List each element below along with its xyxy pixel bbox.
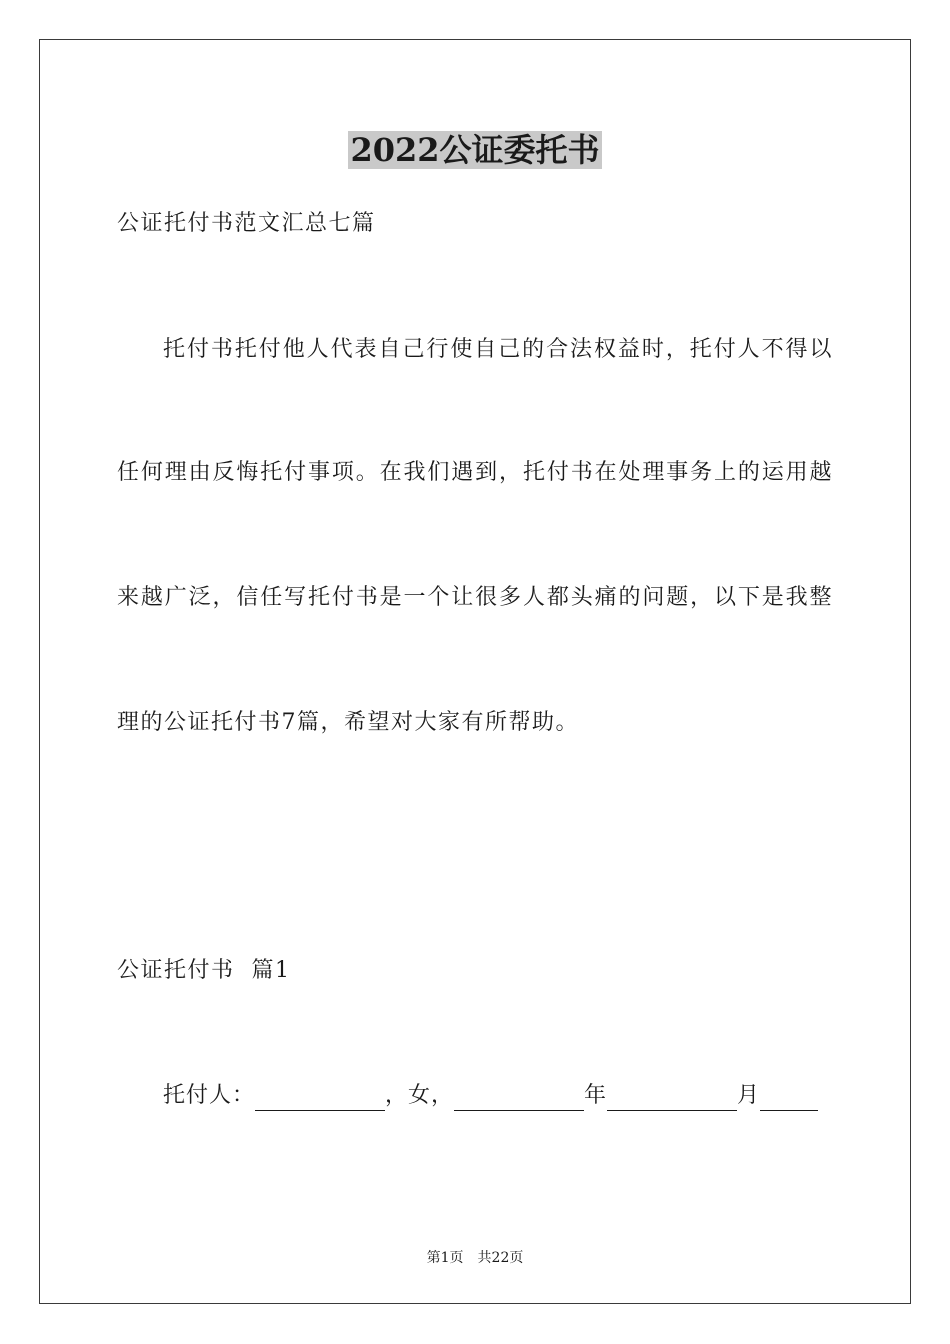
document-title [0, 128, 950, 172]
birth-year-blank [454, 1086, 584, 1111]
section-heading: 公证托付书 篇1 [117, 958, 291, 983]
total-pages: 共22页 [477, 1250, 524, 1266]
birth-month-blank [607, 1086, 737, 1111]
document-title-text: 2022公证委托书 [350, 131, 600, 169]
form-line [163, 1081, 818, 1111]
paragraph-line-1: 托付书托付他人代表自己行使自己的合法权益时，托付人不得以 [163, 337, 833, 362]
month-text: 月 [737, 1083, 761, 1108]
paragraph-line-4: 理的公证托付书7篇，希望对大家有所帮助。 [117, 710, 579, 735]
document-subtitle: 公证托付书范文汇总七篇 [117, 211, 376, 236]
page-number: 第1页 [426, 1250, 464, 1266]
paragraph-line-2: 任何理由反悔托付事项。在我们遇到，托付书在处理事务上的运用越 [117, 460, 833, 485]
principal-label: 托付人： [163, 1083, 256, 1108]
gender-text: ，女， [385, 1083, 455, 1108]
paragraph-line-3: 来越广泛，信任写托付书是一个让很多人都头痛的问题，以下是我整 [117, 585, 833, 610]
principal-name-blank [255, 1086, 385, 1111]
year-text: 年 [584, 1083, 608, 1108]
birth-day-blank [760, 1086, 818, 1111]
page-footer [0, 1248, 950, 1268]
